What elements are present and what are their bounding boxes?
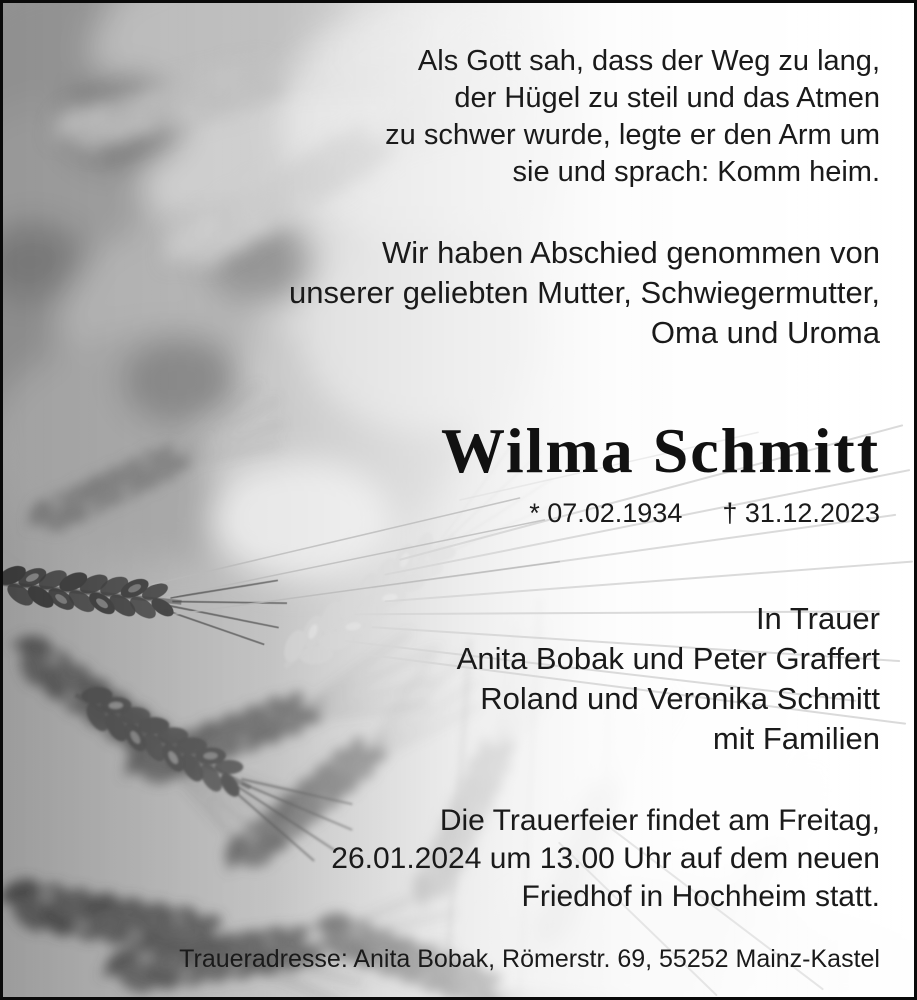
- mourner-line: Roland und Veronika Schmitt: [480, 681, 880, 716]
- mourners-list: [457, 599, 880, 759]
- verse-line: zu schwer wurde, legte er den Arm um: [385, 119, 880, 151]
- farewell-line: Oma und Uroma: [650, 315, 880, 350]
- service-line: Friedhof in Hochheim statt.: [521, 880, 880, 913]
- mourner-line: Anita Bobak und Peter Graffert: [456, 641, 880, 676]
- service-line: 26.01.2024 um 13.00 Uhr auf dem neuen: [331, 842, 880, 875]
- mourner-line: mit Familien: [712, 721, 880, 756]
- farewell-line: Wir haben Abschied genommen von: [381, 235, 880, 270]
- death-date: † 31.12.2023: [722, 498, 880, 528]
- verse-line: Als Gott sah, dass der Weg zu lang,: [417, 45, 880, 77]
- farewell-text: [289, 233, 880, 353]
- service-line: Die Trauerfeier findet am Freitag,: [439, 804, 880, 837]
- farewell-line: unserer geliebten Mutter, Schwiegermutter,: [288, 275, 880, 310]
- funeral-info: [331, 802, 880, 916]
- verse-line: sie und sprach: Komm heim.: [512, 156, 880, 188]
- verse-line: der Hügel zu steil und das Atmen: [454, 82, 880, 114]
- birth-date: * 07.02.1934: [529, 498, 683, 528]
- life-dates: [3, 497, 880, 529]
- opening-verse: [385, 43, 880, 191]
- mourning-address: Traueradresse: Anita Bobak, Römerstr. 69, 55252 Mainz-Kastel: [179, 945, 880, 973]
- deceased-name: Wilma Schmitt: [440, 415, 880, 486]
- mourners-heading: In Trauer: [755, 601, 880, 636]
